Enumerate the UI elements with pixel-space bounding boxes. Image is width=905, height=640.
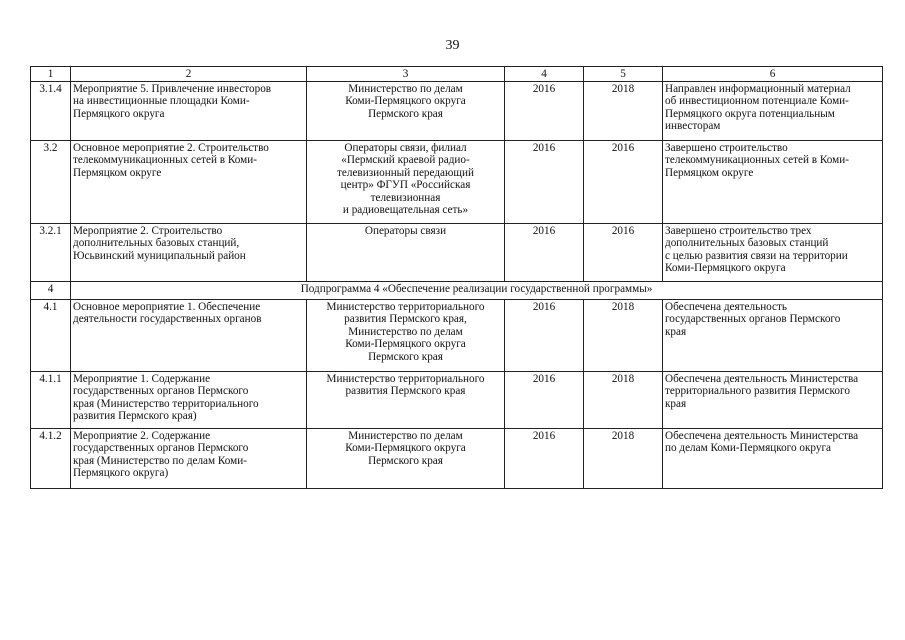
- start-year: 2016: [505, 429, 584, 489]
- expected-result: Завершено строительство трех дополнительных базовых станций с целью развития связи на территории Коми-Пермяцкого округа: [663, 224, 883, 282]
- end-year: 2018: [584, 429, 663, 489]
- column-header: 1: [31, 67, 71, 82]
- row-number: 3.1.4: [31, 82, 71, 141]
- expected-result: Направлен информационный материал об инвестиционном потенциале Коми- Пермяцкого округа потенциальным инвесторам: [663, 82, 883, 141]
- activity-name: Основное мероприятие 1. Обеспечение деятельности государственных органов: [71, 300, 307, 372]
- end-year: 2018: [584, 372, 663, 429]
- executor: Операторы связи: [307, 224, 505, 282]
- row-number: 4.1.1: [31, 372, 71, 429]
- row-number: 3.2: [31, 141, 71, 224]
- activity-name: Мероприятие 1. Содержание государственных органов Пермского края (Министерство территориального развития Пермского края): [71, 372, 307, 429]
- activity-name: Основное мероприятие 2. Строительство телекоммуникационных сетей в Коми- Пермяцком округе: [71, 141, 307, 224]
- executor: Министерство территориального развития Пермского края, Министерство по делам Коми-Пермяцкого округа Пермского края: [307, 300, 505, 372]
- expected-result: Обеспечена деятельность Министерства по делам Коми-Пермяцкого округа: [663, 429, 883, 489]
- start-year: 2016: [505, 224, 584, 282]
- start-year: 2016: [505, 82, 584, 141]
- table-row: [31, 224, 883, 282]
- end-year: 2018: [584, 82, 663, 141]
- column-header: 5: [584, 67, 663, 82]
- executor: Министерство территориального развития Пермского края: [307, 372, 505, 429]
- program-table: [30, 66, 883, 489]
- end-year: 2016: [584, 141, 663, 224]
- subprogram-number: 4: [31, 282, 71, 300]
- activity-name: Мероприятие 5. Привлечение инвесторов на инвестиционные площадки Коми- Пермяцкого округа: [71, 82, 307, 141]
- row-number: 4.1.2: [31, 429, 71, 489]
- subprogram-row: [31, 282, 883, 300]
- expected-result: Обеспечена деятельность государственных органов Пермского края: [663, 300, 883, 372]
- row-number: 4.1: [31, 300, 71, 372]
- row-number: 3.2.1: [31, 224, 71, 282]
- executor: Министерство по делам Коми-Пермяцкого округа Пермского края: [307, 82, 505, 141]
- table-row: [31, 300, 883, 372]
- expected-result: Завершено строительство телекоммуникационных сетей в Коми- Пермяцком округе: [663, 141, 883, 224]
- table-row: [31, 372, 883, 429]
- executor: Операторы связи, филиал «Пермский краевой радио- телевизионный передающий центр» ФГУП «Российская телевизионная и радиовещательная сеть»: [307, 141, 505, 224]
- subprogram-title: Подпрограмма 4 «Обеспечение реализации государственной программы»: [71, 282, 883, 300]
- column-header: 3: [307, 67, 505, 82]
- column-header: 6: [663, 67, 883, 82]
- end-year: 2016: [584, 224, 663, 282]
- table-row: [31, 82, 883, 141]
- start-year: 2016: [505, 300, 584, 372]
- start-year: 2016: [505, 141, 584, 224]
- column-header: 2: [71, 67, 307, 82]
- end-year: 2018: [584, 300, 663, 372]
- table-header-row: [31, 67, 883, 82]
- table-row: [31, 429, 883, 489]
- activity-name: Мероприятие 2. Строительство дополнительных базовых станций, Юсьвинский муниципальный район: [71, 224, 307, 282]
- table-row: [31, 141, 883, 224]
- executor: Министерство по делам Коми-Пермяцкого округа Пермского края: [307, 429, 505, 489]
- column-header: 4: [505, 67, 584, 82]
- activity-name: Мероприятие 2. Содержание государственных органов Пермского края (Министерство по делам Коми- Пермяцкого округа): [71, 429, 307, 489]
- expected-result: Обеспечена деятельность Министерства территориального развития Пермского края: [663, 372, 883, 429]
- start-year: 2016: [505, 372, 584, 429]
- page-number: 39: [445, 38, 460, 53]
